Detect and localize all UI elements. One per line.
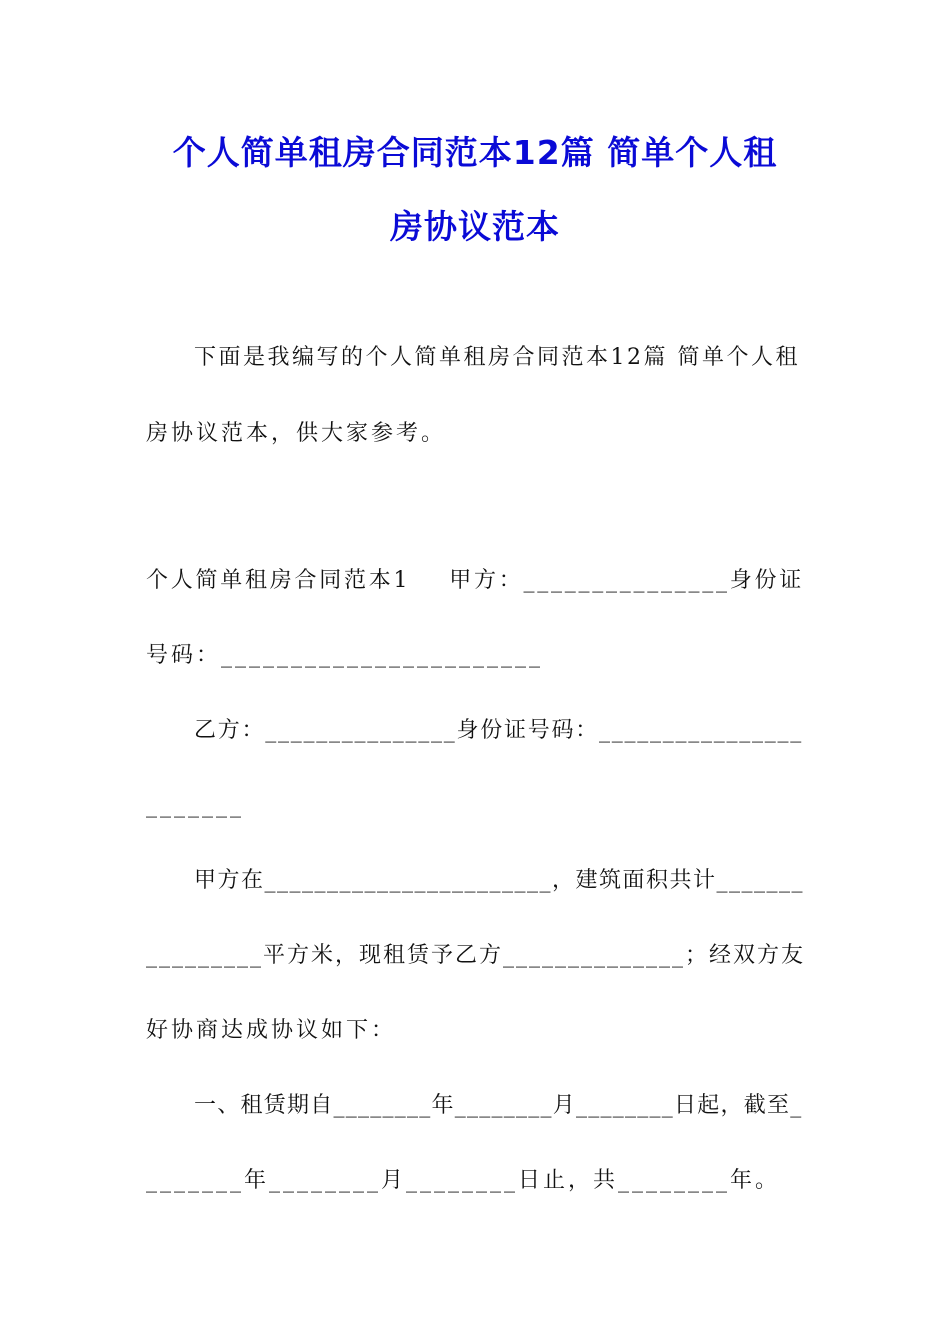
party-b-id-continuation: _______ <box>146 793 244 818</box>
property-line-1: 甲方在_______________________，建筑面积共计_______ <box>194 868 805 893</box>
document-title-line-1: 个人简单租房合同范本12篇 简单个人租 <box>172 133 778 172</box>
contract-1-party-a-line: 个人简单租房合同范本1 甲方：_______________身份证 <box>146 568 804 593</box>
lease-term-line-1: 一、租赁期自________年________月________日起，截至_ <box>194 1093 803 1118</box>
property-line-2: _________平方米，现租赁予乙方______________；经双方友 <box>146 943 806 968</box>
lease-term-line-2: _______年________月________日止，共________年。 <box>146 1168 781 1193</box>
document-title-line-2: 房协议范本 <box>390 207 560 246</box>
intro-line-1: 下面是我编写的个人简单租房合同范本12篇 简单个人租 <box>194 345 800 370</box>
property-line-3: 好协商达成协议如下： <box>146 1018 397 1043</box>
contract-1-party-a-id-line: 号码：_______________________ <box>146 643 544 668</box>
party-b-line: 乙方：_______________身份证号码：________________ <box>194 718 804 743</box>
intro-line-2: 房协议范本，供大家参考。 <box>146 421 447 446</box>
